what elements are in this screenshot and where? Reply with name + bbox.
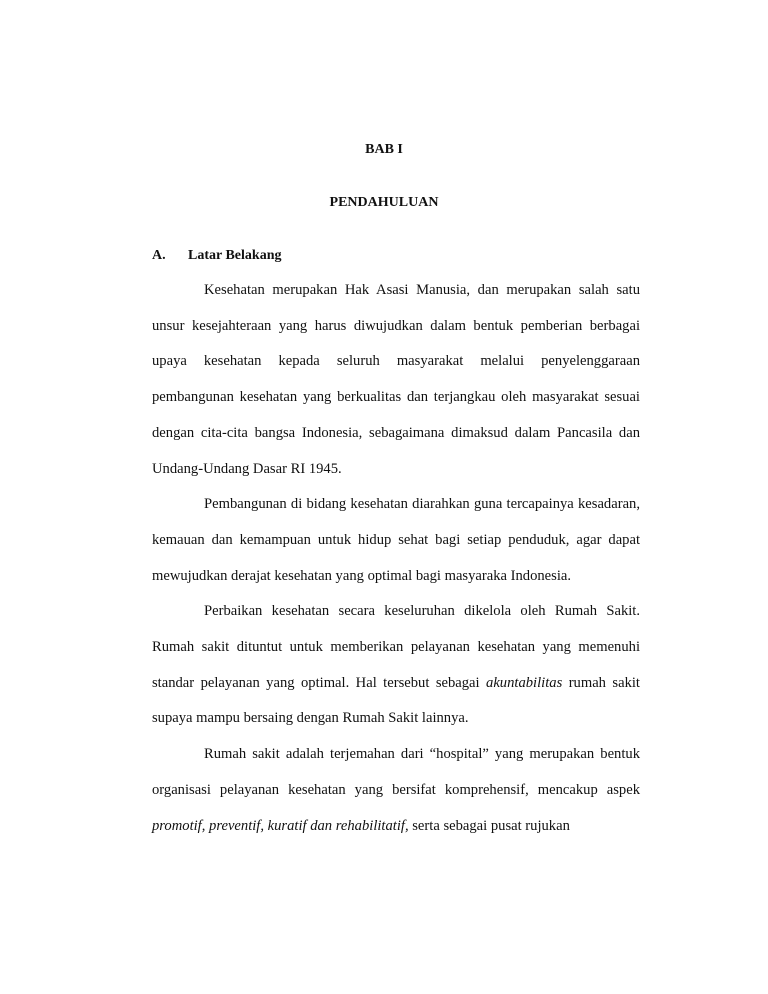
paragraph-4-text-before: Rumah sakit adalah terjemahan dari “hospital” yang merupakan bentuk organisasi pelayanan kesehatan yang bersifat komprehensif, mencakup aspek [152, 746, 640, 798]
chapter-number: BAB I [365, 142, 403, 157]
section-heading [152, 248, 281, 264]
paragraph-2 [152, 487, 640, 594]
paragraph-1-text: Kesehatan merupakan Hak Asasi Manusia, dan merupakan salah satu unsur kesejahteraan yang harus diwujudkan dalam bentuk pemberian berbagai upaya kesehatan kepada seluruh masyarakat melalui penyelenggaraan pembangunan kesehatan yang berkualitas dan terjangkau oleh masyarakat sesuai dengan cita-cita bangsa Indonesia, sebagaimana dimaksud dalam Pancasila dan Undang-Undang Dasar RI 1945. [152, 282, 640, 477]
paragraph-3-italic: akuntabilitas [486, 674, 563, 691]
paragraph-2-text: Pembangunan di bidang kesehatan diarahkan guna tercapainya kesadaran, kemauan dan kemampuan untuk hidup sehat bagi setiap penduduk, agar dapat mewujudkan derajat kesehatan yang optimal bagi masyaraka Indonesia. [152, 496, 640, 584]
paragraph-3-text-after: rumah sakit supaya mampu bersaing dengan Rumah Sakit lainnya. [152, 674, 640, 727]
section-title: Latar Belakang [188, 248, 282, 263]
paragraph-3 [152, 594, 640, 737]
paragraph-4 [152, 737, 640, 844]
body-text [152, 273, 640, 844]
chapter-title: PENDAHULUAN [329, 195, 439, 210]
paragraph-1 [152, 273, 640, 487]
paragraph-3-text-before: Perbaikan kesehatan secara keseluruhan dikelola oleh Rumah Sakit. Rumah sakit dituntut untuk memberikan pelayanan kesehatan yang memenuhi standar pelayanan yang optimal. Hal tersebut sebagai [152, 603, 640, 691]
section-number: A. [152, 248, 166, 263]
paragraph-4-italic: promotif, preventif, kuratif dan rehabilitatif, [152, 817, 409, 834]
paragraph-4-text-after: serta sebagai pusat rujukan [408, 817, 570, 834]
